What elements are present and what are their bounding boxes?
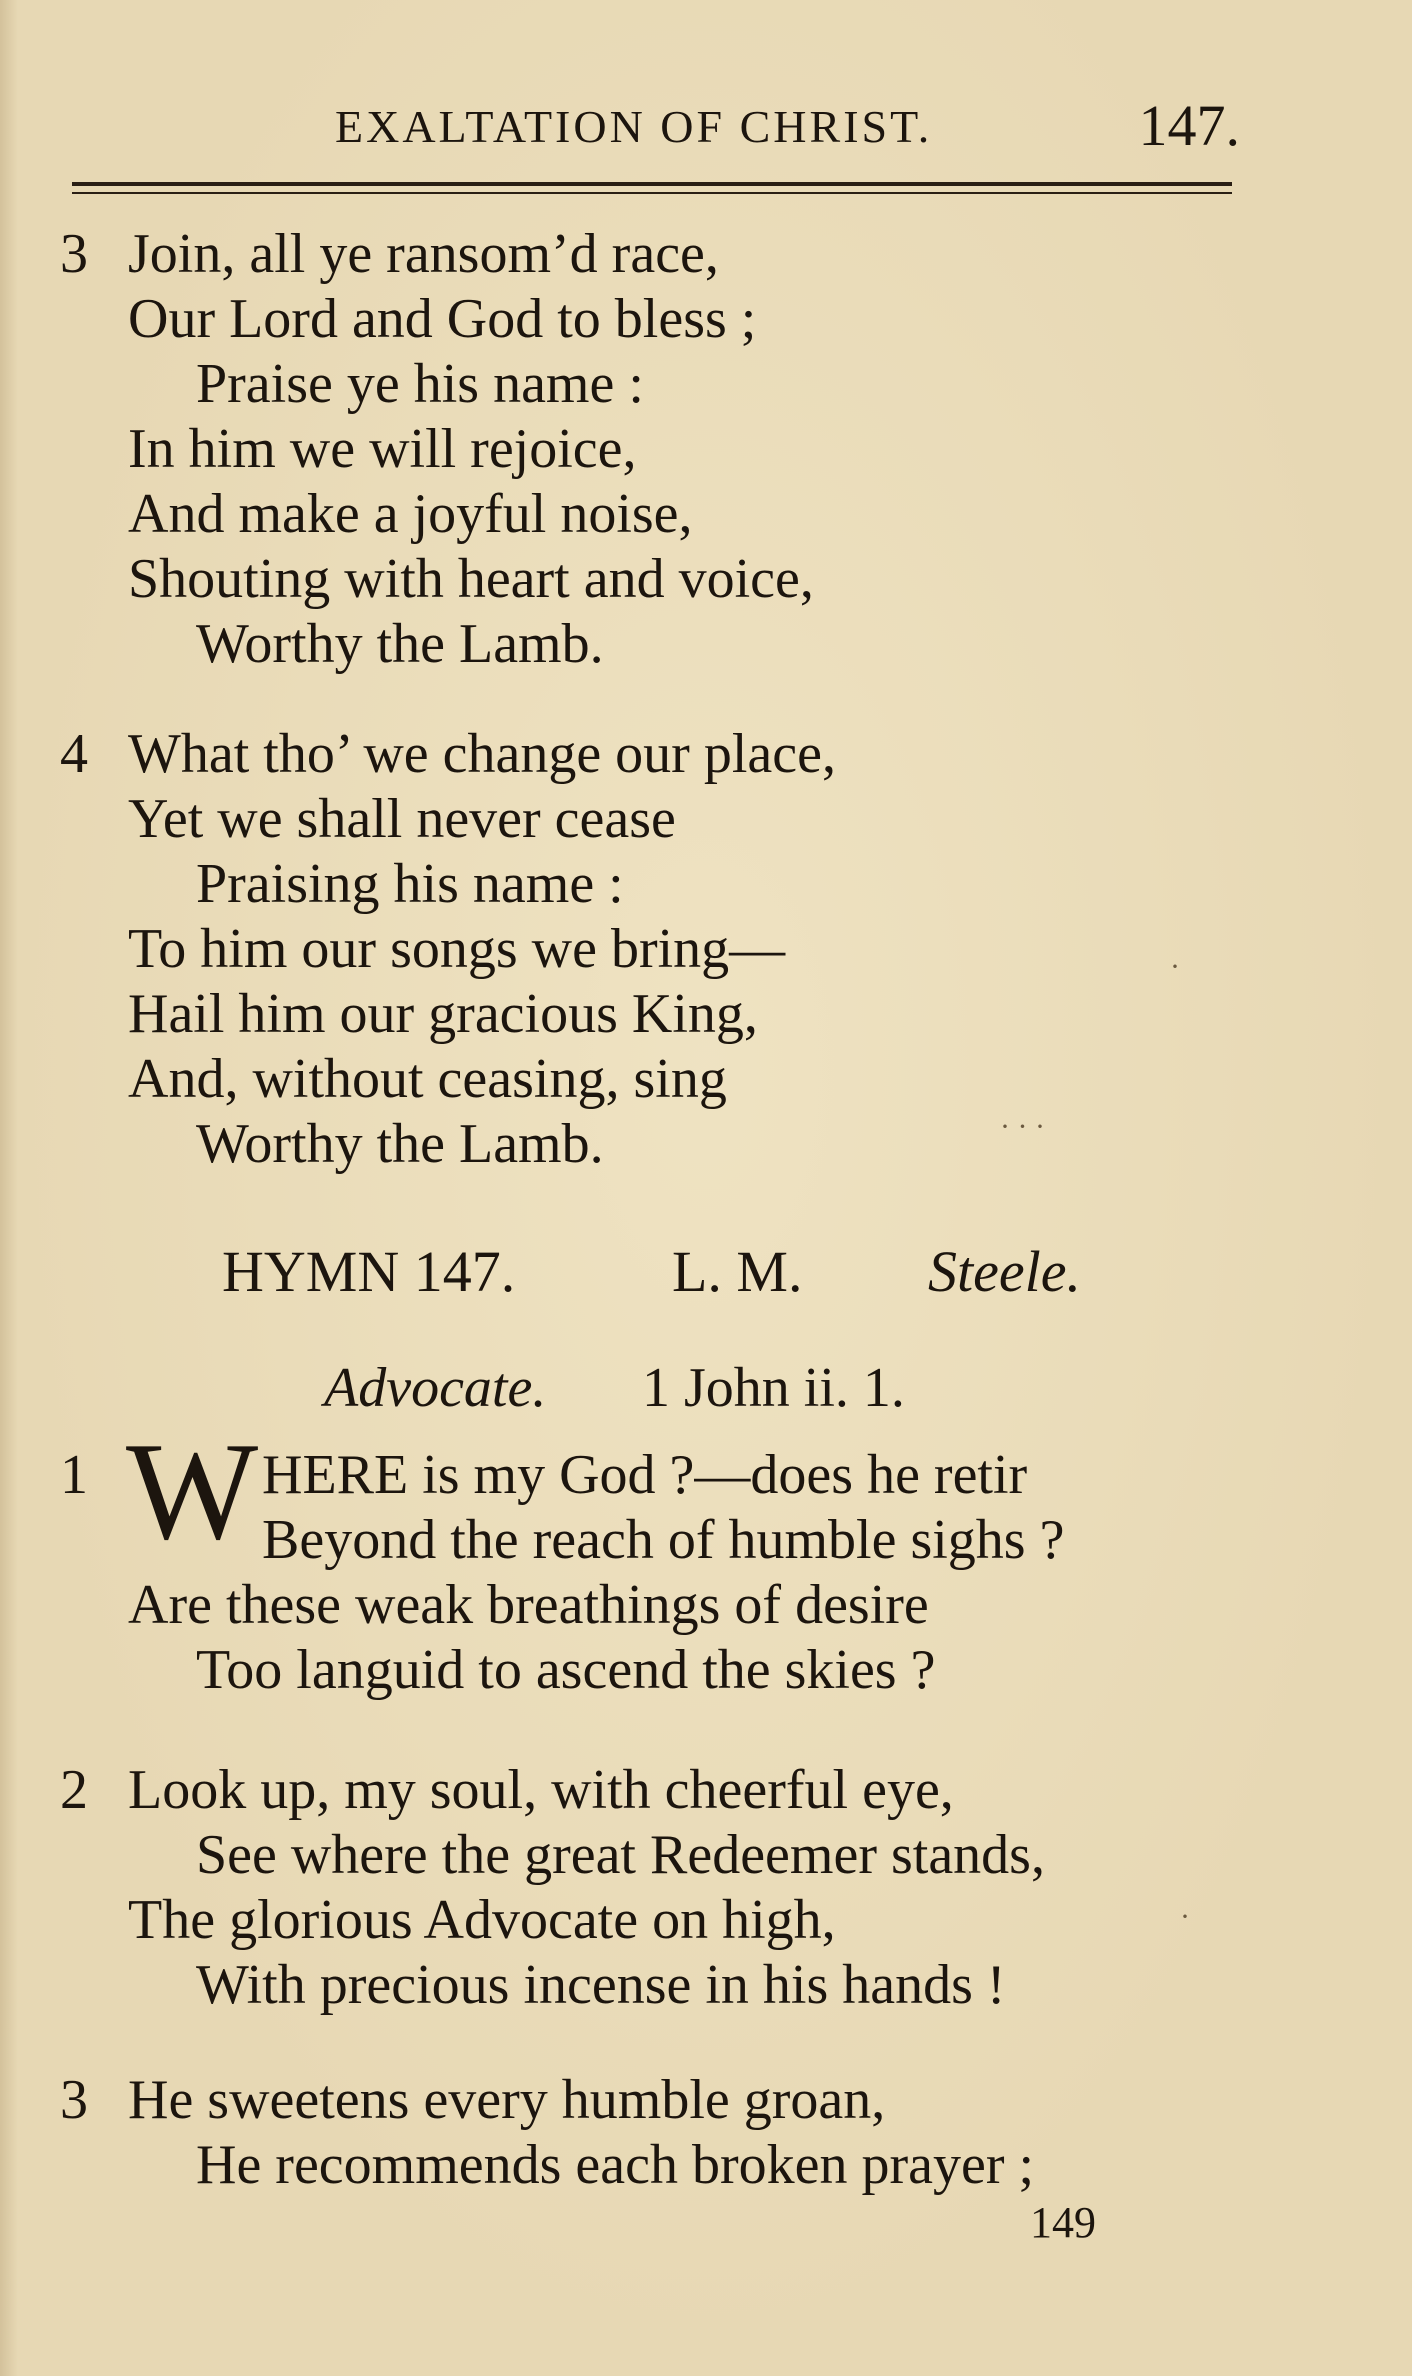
running-title: EXALTATION OF CHRIST. — [335, 101, 933, 152]
verse-line: The glorious Advocate on high, — [128, 1889, 836, 1951]
drop-cap: W — [126, 1414, 259, 1569]
hymn-heading — [0, 1238, 1412, 1308]
verse-line: Worthy the Lamb. — [196, 1113, 604, 1175]
verse-number: 1 — [60, 1444, 88, 1506]
verse-line: See where the great Redeemer stands, — [196, 1824, 1045, 1886]
verse-number: 2 — [60, 1759, 88, 1821]
verse-line: Praise ye his name : — [196, 353, 644, 415]
verse-line: Join, all ye ransom’d race, — [128, 223, 719, 285]
verse-line: What tho’ we change our place, — [128, 723, 836, 785]
verse-number: 3 — [60, 223, 88, 285]
verse-number: 3 — [60, 2069, 88, 2131]
ink-speck: · · · — [1000, 1110, 1045, 1143]
verse-line: Too languid to ascend the skies ? — [196, 1639, 936, 1701]
hymn-author: Steele. — [928, 1239, 1081, 1304]
verse-line: With precious incense in his hands ! — [196, 1954, 1006, 2016]
page-number: 147. — [1138, 93, 1240, 158]
verse-line: And make a joyful noise, — [128, 483, 693, 545]
verse-line: Worthy the Lamb. — [196, 613, 604, 675]
verse-line: Yet we shall never cease — [128, 788, 676, 850]
header-rule-thin — [72, 192, 1232, 194]
verse-line: Beyond the reach of humble sighs ? — [262, 1509, 1065, 1571]
header-rule — [72, 182, 1232, 186]
ink-speck: · — [1180, 1900, 1190, 1933]
page-header — [60, 93, 1240, 170]
verse-line: He sweetens every humble groan, — [128, 2069, 886, 2131]
verse-line: Are these weak breathings of desire — [128, 1574, 929, 1636]
verse-line: To him our songs we bring— — [128, 918, 786, 980]
verse-line: Shouting with heart and voice, — [128, 548, 814, 610]
verse-line: Our Lord and God to bless ; — [128, 288, 757, 350]
verse-line: Praising his name : — [196, 853, 624, 915]
verse-line: And, without ceasing, sing — [128, 1048, 727, 1110]
scripture-reference: 1 John ii. 1. — [642, 1357, 905, 1419]
hymn-number: HYMN 147. — [222, 1239, 516, 1304]
verse-number: 4 — [60, 723, 88, 785]
verse-line: He recommends each broken prayer ; — [196, 2134, 1035, 2196]
verse-line: Hail him our gracious King, — [128, 983, 758, 1045]
verse-line: Look up, my soul, with cheerful eye, — [128, 1759, 954, 1821]
ink-speck: · — [1170, 950, 1180, 983]
verse-line: In him we will rejoice, — [128, 418, 637, 480]
signature-mark: 149 — [1030, 2198, 1096, 2247]
hymn-meter: L. M. — [672, 1239, 803, 1304]
hymn-subject-title: Advocate. — [324, 1357, 547, 1419]
verse-line: HERE is my God ?—does he retir — [262, 1444, 1028, 1506]
